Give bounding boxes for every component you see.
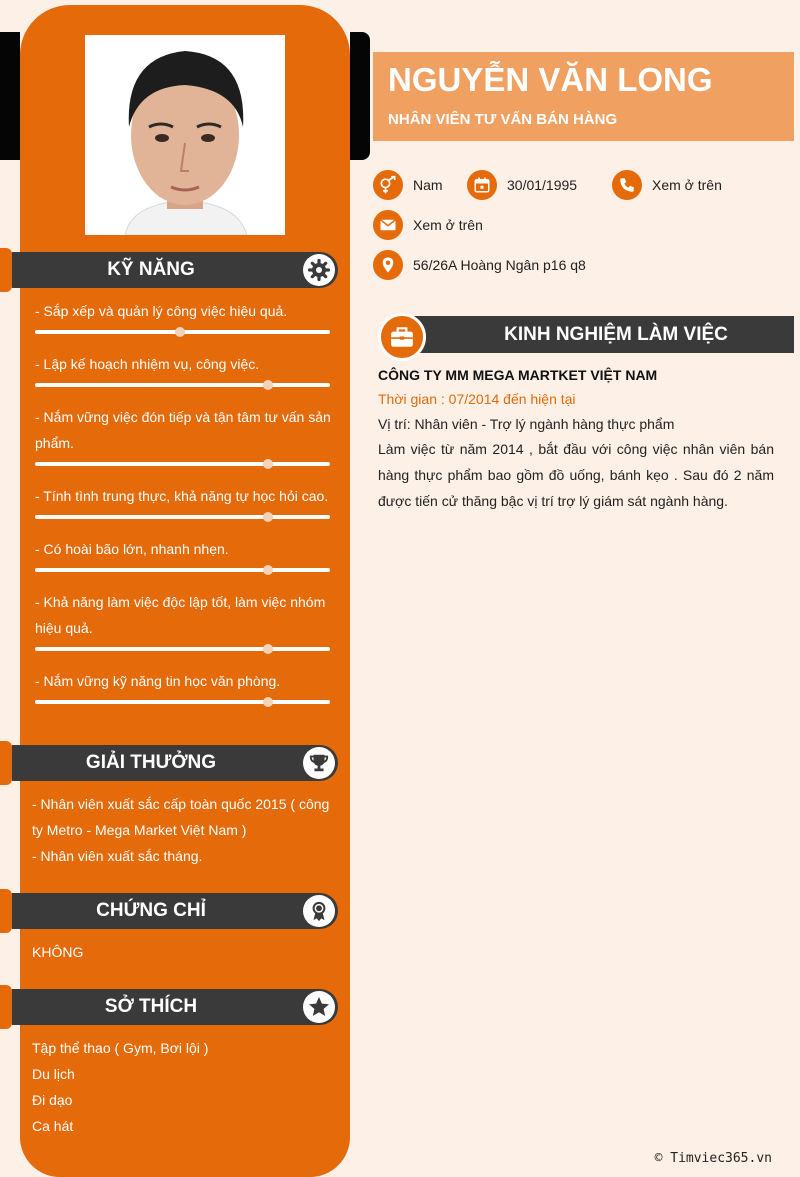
section-title-hobbies: SỞ THÍCH bbox=[104, 996, 198, 1017]
skill-item: - Nắm vững việc đón tiếp và tận tâm tư vấn sản phẩm. bbox=[35, 409, 331, 451]
birthday-value: 30/01/1995 bbox=[507, 177, 578, 193]
experience-position: Vị trí: Nhân viên - Trợ lý ngành hàng thực phẩm bbox=[378, 416, 675, 432]
portrait-image bbox=[85, 35, 285, 235]
section-title-awards: GIẢI THƯỞNG bbox=[85, 752, 217, 773]
skill-bar bbox=[35, 515, 330, 519]
section-tab-certificates bbox=[0, 889, 12, 933]
skill-bar bbox=[35, 383, 330, 387]
gear-icon bbox=[303, 254, 335, 286]
skill-level-knob bbox=[263, 459, 273, 469]
award-item: - Nhân viên xuất sắc tháng. bbox=[32, 848, 203, 864]
skill-level-knob bbox=[175, 327, 185, 337]
experience-period: Thời gian : 07/2014 đến hiện tại bbox=[378, 391, 576, 407]
section-title-certificates: CHỨNG CHỈ bbox=[96, 900, 206, 921]
skill-level-knob bbox=[263, 380, 273, 390]
skill-item: - Nắm vững kỹ năng tin học văn phòng. bbox=[35, 673, 281, 689]
skill-level-knob bbox=[263, 565, 273, 575]
experience-description: Làm việc từ năm 2014 , bắt đầu với công việc nhân viên bán hàng thực phẩm bao gồm đồ uống, bánh kẹo . Sau đó 2 năm được tiến cử thăng bậc vị trí trợ lý giám sát ngành hàng. bbox=[378, 441, 774, 509]
section-header-skills bbox=[12, 252, 338, 288]
gender-value: Nam bbox=[413, 177, 443, 193]
section-header-certificates bbox=[12, 893, 338, 929]
phone-icon bbox=[612, 170, 642, 200]
briefcase-icon bbox=[378, 313, 426, 361]
skill-item: - Khả năng làm việc độc lập tốt, làm việc nhóm hiệu quả. bbox=[35, 594, 326, 636]
calendar-icon bbox=[467, 170, 497, 200]
medal-icon bbox=[303, 895, 335, 927]
hobby-item: Đi dạo bbox=[32, 1092, 73, 1108]
skill-item: - Tính tình trung thực, khả năng tự học hỏi cao. bbox=[35, 488, 329, 504]
profile-photo bbox=[85, 35, 285, 235]
section-tab-hobbies bbox=[0, 985, 12, 1029]
gender-icon bbox=[373, 170, 403, 200]
email-value: Xem ở trên bbox=[413, 217, 483, 233]
skill-level-knob bbox=[263, 644, 273, 654]
hobby-item: Tập thể thao ( Gym, Bơi lội ) bbox=[32, 1040, 209, 1056]
location-icon bbox=[373, 250, 403, 280]
section-header-experience bbox=[408, 316, 794, 353]
decor-tab-right bbox=[350, 32, 370, 160]
hobby-item: Du lịch bbox=[32, 1066, 75, 1082]
skill-item: - Có hoài bão lớn, nhanh nhẹn. bbox=[35, 541, 229, 557]
skill-bar bbox=[35, 700, 330, 704]
skill-level-knob bbox=[263, 697, 273, 707]
skill-bar bbox=[35, 462, 330, 466]
email-icon bbox=[373, 210, 403, 240]
address-value: 56/26A Hoàng Ngân p16 q8 bbox=[413, 257, 586, 273]
skill-level-knob bbox=[263, 512, 273, 522]
trophy-icon bbox=[303, 747, 335, 779]
certificate-text: KHÔNG bbox=[32, 944, 84, 960]
section-tab-skills bbox=[0, 248, 12, 292]
candidate-name: NGUYỄN VĂN LONG bbox=[388, 61, 713, 98]
skill-item: - Lập kế hoạch nhiệm vụ, công việc. bbox=[35, 356, 260, 372]
skill-bar bbox=[35, 568, 330, 572]
name-header bbox=[373, 52, 794, 141]
hobby-item: Ca hát bbox=[32, 1118, 74, 1134]
decor-tab-left bbox=[0, 32, 20, 160]
candidate-job-title: NHÂN VIÊN TƯ VẤN BÁN HÀNG bbox=[388, 111, 618, 128]
section-title-skills: KỸ NĂNG bbox=[107, 259, 195, 280]
section-header-awards bbox=[12, 745, 338, 781]
skill-bar bbox=[35, 647, 330, 651]
experience-company: CÔNG TY MM MEGA MARTKET VIỆT NAM bbox=[378, 367, 658, 383]
skill-item: - Sắp xếp và quản lý công việc hiệu quả. bbox=[35, 303, 288, 319]
award-item: - Nhân viên xuất sắc cấp toàn quốc 2015 ( công ty Metro - Mega Market Việt Nam ) bbox=[32, 796, 330, 838]
phone-value: Xem ở trên bbox=[652, 177, 722, 193]
section-tab-awards bbox=[0, 741, 12, 785]
star-icon bbox=[303, 991, 335, 1023]
skill-bar bbox=[35, 330, 330, 334]
copyright: © Timviec365.vn bbox=[654, 1151, 772, 1166]
section-header-hobbies bbox=[12, 989, 338, 1025]
section-title-experience: KINH NGHIỆM LÀM VIỆC bbox=[504, 324, 728, 345]
